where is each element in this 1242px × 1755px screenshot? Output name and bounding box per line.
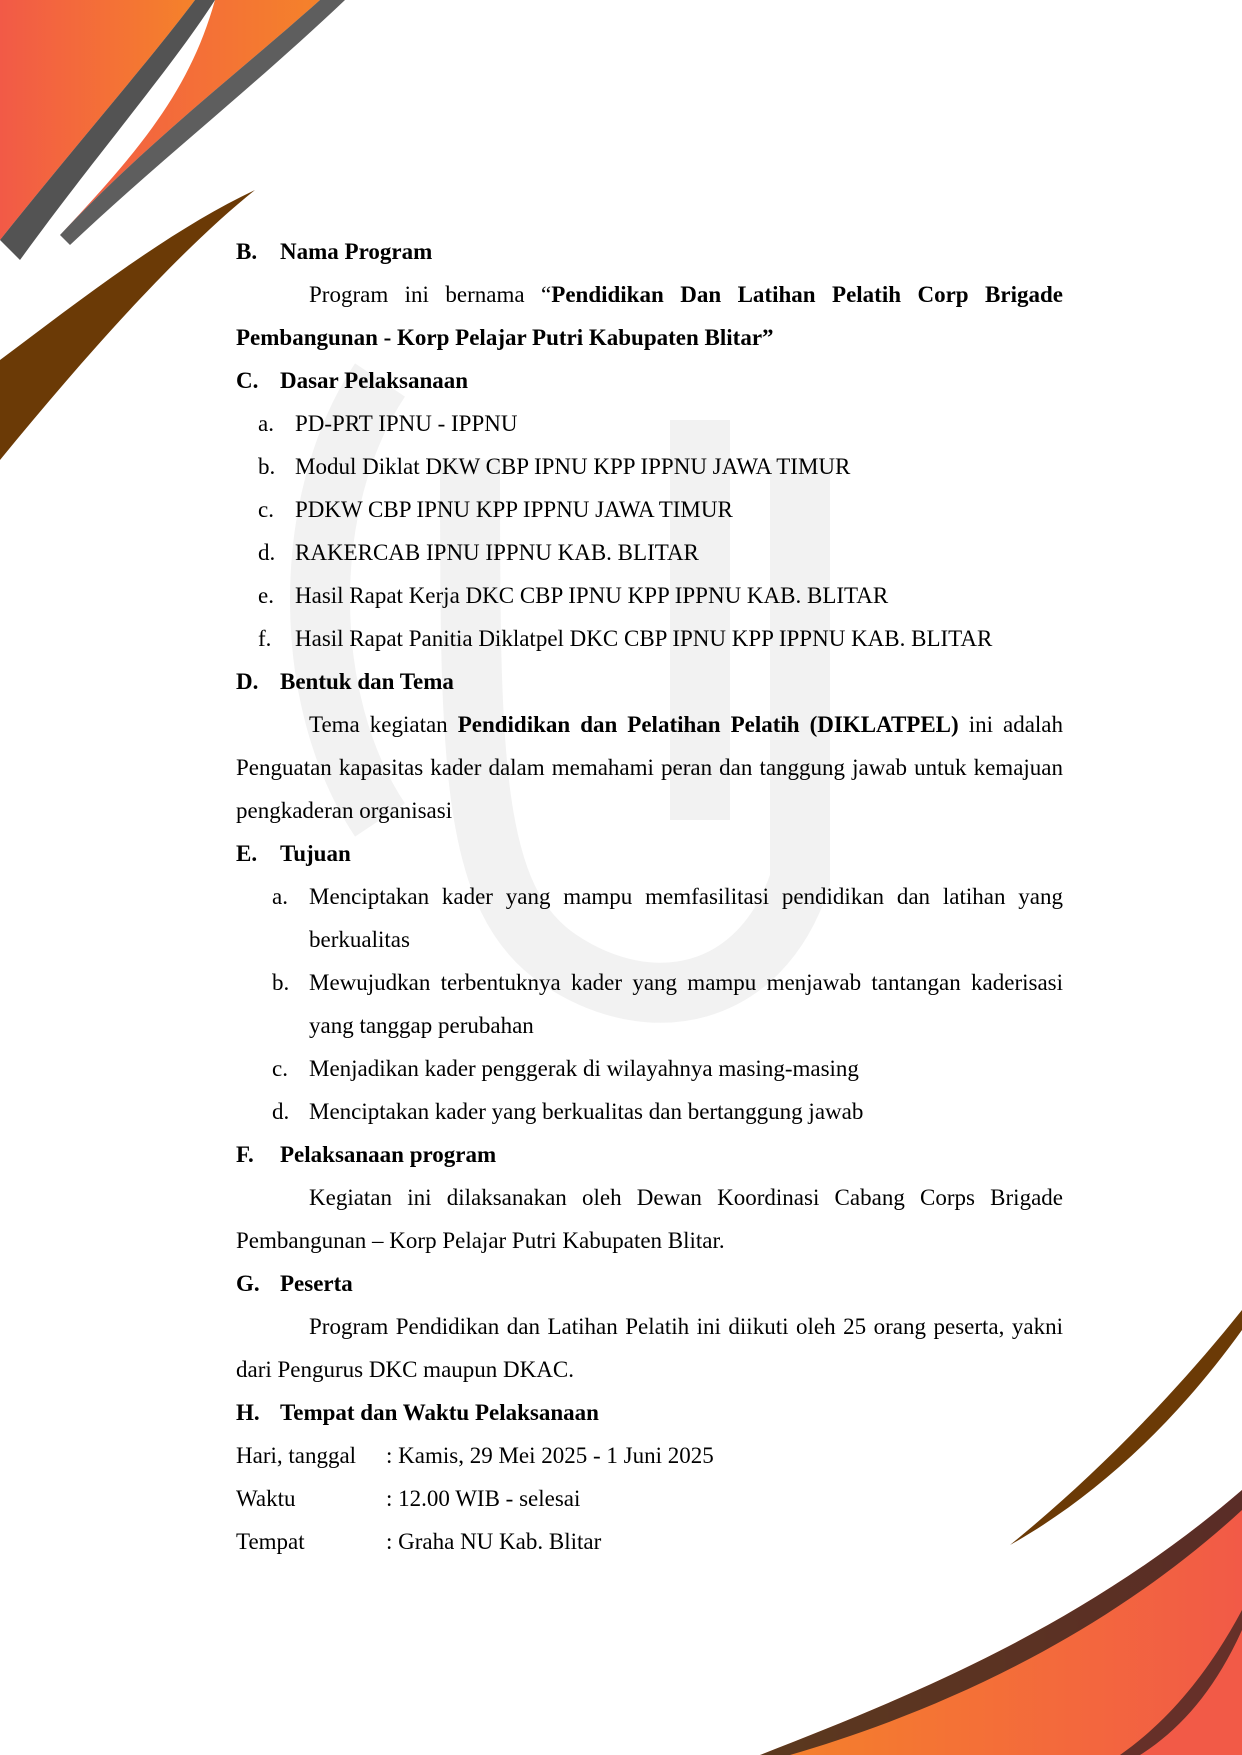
section-heading-peserta [236, 1262, 1063, 1305]
section-letter: F. [236, 1142, 254, 1167]
section-heading-pelaksanaan-program [236, 1133, 1063, 1176]
section-heading-dasar-pelaksanaan [236, 359, 1063, 402]
section-paragraph-pelaksanaan-program: Kegiatan ini dilaksanakan oleh Dewan Koordinasi Cabang Corps Brigade Pembangunan – Korp Pelajar Putri Kabupaten Blitar. [236, 1185, 1063, 1253]
schedule-label: Tempat [236, 1529, 305, 1554]
section-heading-tempat-dan-waktu [236, 1391, 1063, 1434]
schedule-label: Waktu [236, 1486, 296, 1511]
list-item: c. PDKW CBP IPNU KPP IPPNU JAWA TIMUR [258, 497, 733, 522]
section-heading-nama-program [236, 230, 1063, 273]
schedule-value: : Graha NU Kab. Blitar [386, 1529, 602, 1554]
document-body [236, 230, 1063, 1563]
list-item: d. Menciptakan kader yang berkualitas dan bertanggung jawab [272, 1099, 864, 1124]
schedule-value: : 12.00 WIB - selesai [386, 1486, 581, 1511]
section-paragraph-bentuk-dan-tema: Tema kegiatan Pendidikan dan Pelatihan Pelatih (DIKLATPEL) ini adalah Penguatan kapasitas kader dalam memahami peran dan tanggung jawab untuk kemajuan pengkaderan organisasi [236, 712, 1064, 823]
schedule-label: Hari, tanggal [236, 1443, 357, 1468]
schedule-value: : Kamis, 29 Mei 2025 - 1 Juni 2025 [386, 1443, 714, 1468]
list-item: b. Mewujudkan terbentuknya kader yang mampu menjawab tantangan kaderisasi yang tanggap perubahan [272, 970, 1063, 1038]
section-title: Nama Program [280, 239, 433, 264]
list-item: e. Hasil Rapat Kerja DKC CBP IPNU KPP IPPNU KAB. BLITAR [258, 583, 889, 608]
list-item: b. Modul Diklat DKW CBP IPNU KPP IPPNU JAWA TIMUR [258, 454, 851, 479]
section-letter: G. [236, 1271, 260, 1296]
schedule-row-tempat [236, 1520, 1063, 1563]
section-paragraph-nama-program: Program ini bernama “Pendidikan Dan Latihan Pelatih Corp Brigade Pembangunan - Korp Pelajar Putri Kabupaten Blitar” [236, 282, 1063, 350]
section-letter: C. [236, 368, 259, 393]
list-item: a. PD-PRT IPNU - IPPNU [258, 411, 518, 436]
list-item: c. Menjadikan kader penggerak di wilayahnya masing-masing [272, 1056, 859, 1081]
list-item: d. RAKERCAB IPNU IPPNU KAB. BLITAR [258, 540, 699, 565]
section-paragraph-peserta: Program Pendidikan dan Latihan Pelatih ini diikuti oleh 25 orang peserta, yakni dari Pengurus DKC maupun DKAC. [236, 1314, 1063, 1382]
section-letter: B. [236, 239, 258, 264]
section-title: Peserta [280, 1271, 353, 1296]
section-title: Dasar Pelaksanaan [280, 368, 469, 393]
section-letter: H. [236, 1400, 260, 1425]
dasar-pelaksanaan-list [236, 402, 1063, 660]
list-item: a. Menciptakan kader yang mampu memfasilitasi pendidikan dan latihan yang berkualitas [272, 884, 1063, 952]
section-letter: D. [236, 669, 259, 694]
tujuan-list [236, 875, 1063, 1133]
list-item: f. Hasil Rapat Panitia Diklatpel DKC CBP IPNU KPP IPPNU KAB. BLITAR [258, 626, 993, 651]
section-title: Tempat dan Waktu Pelaksanaan [280, 1400, 599, 1425]
schedule-row-hari-tanggal [236, 1434, 1063, 1477]
section-heading-bentuk-dan-tema [236, 660, 1063, 703]
section-title: Bentuk dan Tema [280, 669, 454, 694]
section-title: Tujuan [280, 841, 351, 866]
section-title: Pelaksanaan program [280, 1142, 497, 1167]
section-letter: E. [236, 841, 258, 866]
schedule-row-waktu [236, 1477, 1063, 1520]
section-heading-tujuan [236, 832, 1063, 875]
